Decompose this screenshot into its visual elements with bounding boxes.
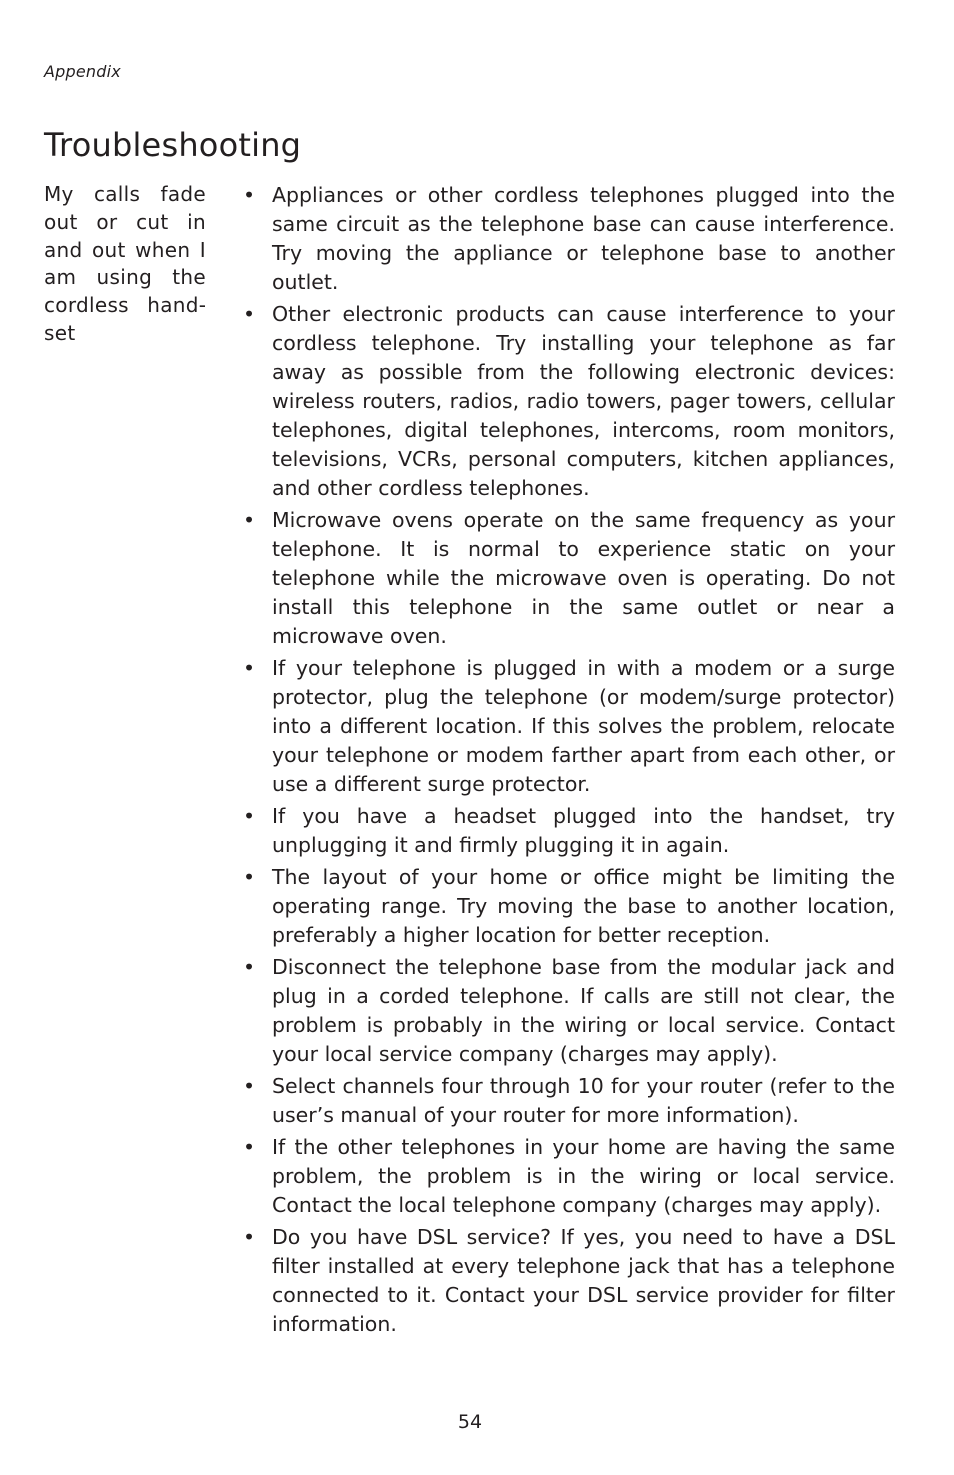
bullet-icon: • — [243, 804, 256, 828]
solution-text: If your telephone is plugged in with a modem or a surge protector, plug the telephone (or modem/surge protector) into a different location. If this solves the problem, relocate your telephone or modem farther apart from each other, or use a different surge protector. — [272, 656, 895, 796]
solution-item — [243, 654, 895, 799]
bullet-icon: • — [243, 1074, 256, 1098]
solution-text: Do you have DSL service? If yes, you need to have a DSL filter installed at every telephone jack that has a telephone connected to it. Contact your DSL service provider for filter information. — [272, 1225, 895, 1336]
solution-text: The layout of your home or office might be limiting the operating range. Try moving the base to another location, preferably a higher location for better reception. — [272, 865, 895, 947]
solution-item — [243, 506, 895, 651]
solution-text: Other electronic products can cause interference to your cordless telephone. Try installing your telephone as far away as possible from the following electronic devices: wireless routers, radios, radio towers, pager towers, cellular telephones, digital telephones, intercoms, room monitors, televisions, VCRs, personal computers, kitchen appliances, and other cordless telephones. — [272, 302, 895, 500]
page-number: 54 — [457, 1411, 483, 1433]
bullet-icon: • — [243, 302, 256, 326]
solution-text: If you have a headset plugged into the handset, try unplugging it and firmly plugging it in again. — [272, 804, 895, 857]
solution-item — [243, 181, 895, 297]
solution-item — [243, 953, 895, 1069]
solution-text: Microwave ovens operate on the same frequency as your telephone. It is normal to experience static on your telephone while the microwave oven is operating. Do not install this telephone in the same outlet or near a microwave oven. — [272, 508, 895, 648]
bullet-icon: • — [243, 183, 256, 207]
solution-item — [243, 300, 895, 503]
bullet-icon: • — [243, 1225, 256, 1249]
solution-text: Appliances or other cordless telephones plugged into the same circuit as the telephone base can cause interference. Try moving the appliance or telephone base to another outlet. — [272, 183, 895, 294]
bullet-icon: • — [243, 955, 256, 979]
bullet-icon: • — [243, 656, 256, 680]
bullet-icon: • — [243, 865, 256, 889]
solution-item — [243, 1133, 895, 1220]
solution-text: Disconnect the telephone base from the modular jack and plug in a corded telephone. If calls are still not clear, the problem is probably in the wiring or local service. Contact your local service company (charges may apply). — [272, 955, 895, 1066]
bullet-icon: • — [243, 508, 256, 532]
solutions-list — [243, 181, 895, 1342]
solution-item — [243, 863, 895, 950]
page-title: Troubleshooting — [44, 126, 302, 164]
solution-text: If the other telephones in your home are having the same problem, the problem is in the wiring or local service. Contact the local telephone company (charges may apply). — [272, 1135, 895, 1217]
solution-item — [243, 802, 895, 860]
problem-description: My calls fade out or cut in and out when I am using the cordless handset — [44, 182, 206, 345]
solution-text: Select channels four through 10 for your router (refer to the user’s manual of your router for more information). — [272, 1074, 895, 1127]
solution-item — [243, 1072, 895, 1130]
bullet-icon: • — [243, 1135, 256, 1159]
solution-item — [243, 1223, 895, 1339]
section-label: Appendix — [44, 62, 121, 81]
